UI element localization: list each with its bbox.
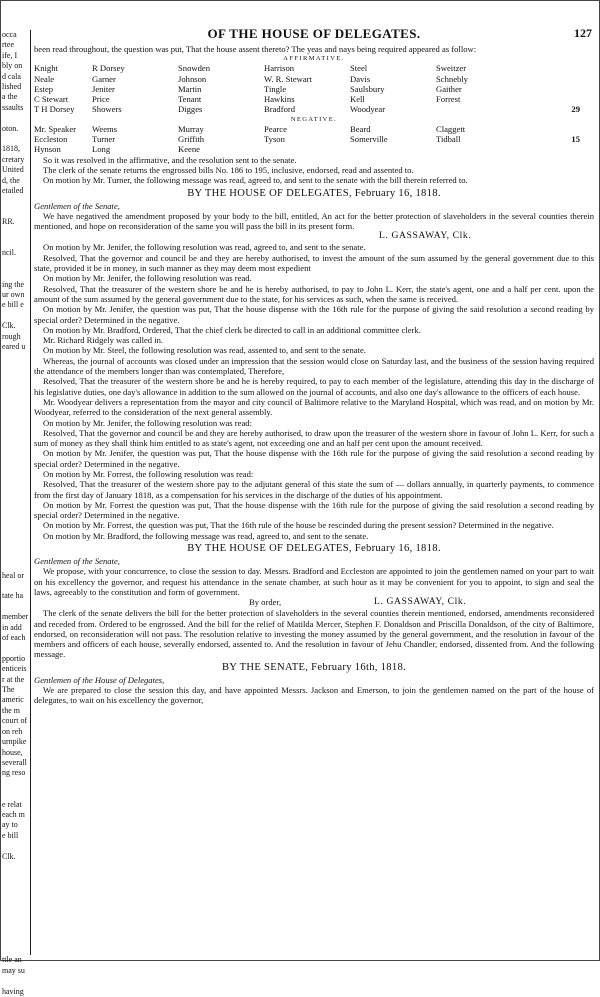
member-name: Showers — [92, 104, 122, 115]
margin-fragment — [2, 384, 30, 394]
proceeding-paragraph: Mr. Woodyear delivers a representation from the mayor and city council of Baltimore relative to the Maryland Hospital, which was read, and on motion by Mr. Woodyear, referred to the consideration of the next general assembly. — [34, 396, 594, 418]
proceeding-paragraph: On motion by Mr. Bradford, the following message was read, agreed to, and sent to the senate. — [43, 530, 369, 541]
proceeding-paragraph: On motion by Mr. Jenifer, the question was put, That the house dispense with the 16th rule for the purpose of giving the said resolution a second reading by special order? Determined in the negative. — [34, 448, 594, 469]
margin-fragment — [2, 893, 30, 903]
margin-fragment: member — [2, 612, 29, 622]
proceeding-paragraph: On motion by Mr. Bradford, Ordered, That the chief clerk be directed to call in an additional committee clerk. — [43, 324, 421, 335]
margin-fragment — [2, 113, 30, 123]
margin-fragment — [2, 415, 30, 425]
message-body: We have negatived the amendment proposed by your body to the bill, entitled, An act for the better protection of slaveholders in the several counties therein mentioned, and hope on reconsideration of the same you will pass the bill in its present form. — [34, 210, 594, 232]
member-name: Neale — [34, 73, 55, 84]
proceeding-paragraph: Resolved, That the treasurer of the western shore be and he is hereby required, to pay to each member of the legislature, attending this day in the discharge of his legislative duties, one day's allowance in addition to the sum allowed on the journal of accounts, and also one day's allowance to the officers of each house. — [34, 376, 594, 397]
by-order-label: By order, — [249, 597, 282, 608]
margin-fragment — [2, 872, 30, 882]
member-name: T H Dorsey — [34, 104, 75, 115]
margin-fragment — [2, 207, 30, 217]
message-salutation: Gentlemen of the Senate, — [34, 556, 120, 567]
margin-fragment — [2, 456, 30, 466]
margin-fragment: e bill — [2, 830, 19, 840]
member-name: Murray — [178, 123, 204, 134]
vote-count — [552, 63, 580, 73]
proceedings-block-1 — [34, 155, 594, 186]
margin-fragment: americ — [2, 695, 24, 705]
margin-fragment — [2, 488, 30, 498]
member-name: Jeniter — [92, 83, 115, 94]
margin-fragment: the m — [2, 705, 20, 715]
member-name: Tenant — [178, 94, 202, 105]
margin-fragment: heal or — [2, 570, 24, 580]
message-block-3 — [34, 662, 594, 706]
message-body: We propose, with your concurrence, to close the session to day. Messrs. Bradford and Eccleston are appointed to join the gentlemen named on your part to wait on his excellency the governor, and request his attendance in the senate chamber, at such hour as it may be convenient for you to appoint, to sign and seal the laws, agreeably to the constitution and form of government. — [34, 566, 594, 597]
journal-page — [34, 26, 594, 706]
clerk-signature: L. GASSAWAY, Clk. — [379, 230, 472, 242]
message-heading: BY THE SENATE, February 16th, 1818. — [221, 661, 407, 673]
page-title: OF THE HOUSE OF DELEGATES. — [207, 26, 421, 41]
margin-fragment — [2, 643, 30, 653]
margin-fragment: The — [2, 685, 15, 695]
margin-fragment: bly on — [2, 61, 23, 71]
proceeding-paragraph: On motion by Mr. Jenifer, the following resolution was read: — [43, 417, 252, 428]
proceeding-paragraph: Whereas, the journal of accounts was closed under an impression that the session would close on Saturday last, and the business of the session having required the attendance of the members longer than was contemplated, Therefore, — [34, 355, 594, 377]
vote-count — [552, 124, 580, 134]
member-name: Martin — [178, 83, 202, 94]
message-body: We are prepared to close the session this day, and have appointed Messrs. Jackson and Emerson, to join the gentlemen named on the part of the house of delegates, to wait on his excellency the governor, — [34, 685, 594, 706]
margin-fragment: ng reso — [2, 768, 26, 778]
margin-fragment — [2, 467, 30, 477]
margin-fragment — [2, 841, 30, 851]
margin-fragment: 1818, — [2, 144, 20, 154]
affirmative-vote-list — [34, 63, 594, 114]
margin-fragment — [2, 924, 30, 934]
page-header — [34, 26, 594, 44]
margin-fragment: etailed — [2, 186, 24, 196]
member-name — [264, 144, 350, 154]
message-salutation: Gentlemen of the House of Delegates, — [34, 674, 165, 685]
margin-fragment — [2, 550, 30, 560]
member-name: Eccleston — [34, 134, 68, 145]
margin-fragment: e bill e — [2, 300, 24, 310]
margin-fragment — [2, 238, 30, 248]
member-name: Harrison — [264, 63, 295, 74]
signature-row — [34, 597, 594, 608]
proceeding-paragraph: Resolved, That the governor and council be and they are hereby authorised, to draw upon the treasurer of the western shore in favour of John L. Kerr, for such a sum of money as they shall think him entitled to as state's agent, not exceeding one and an half per cent upon the amount received. — [34, 427, 594, 449]
member-name: Knight — [34, 63, 58, 74]
margin-fragment: of each — [2, 633, 26, 643]
member-name: Saulsbury — [350, 83, 385, 94]
member-name: C Stewart — [34, 94, 69, 105]
margin-fragment — [2, 976, 30, 986]
margin-fragment: urnpike — [2, 737, 27, 747]
member-name: Steel — [350, 63, 368, 74]
proceeding-paragraph: On motion by Mr. Jenifer, the following resolution was read, agreed to, and sent to the senate. — [43, 242, 366, 253]
margin-fragment: d cala — [2, 71, 21, 81]
proceeding-paragraph: Resolved, That the governor and council be and they are hereby authorised, to invest the amount of the sum assumed by the general government due to this state, provided it be in money, in such manner as they may deem most expedient — [34, 252, 594, 274]
margin-fragment — [2, 498, 30, 508]
margin-fragment: court of — [2, 716, 28, 726]
vote-count: 15 — [571, 134, 580, 145]
member-name: Somerville — [350, 134, 388, 145]
member-name: Tyson — [264, 134, 285, 145]
member-name: Tidball — [436, 134, 461, 145]
member-name: Turner — [92, 134, 116, 145]
margin-fragment: house, — [2, 747, 23, 757]
margin-fragment: rtee — [2, 40, 14, 50]
margin-fragment: enticeis — [2, 664, 27, 674]
proceeding-paragraph: On motion by Mr. Jenifer, the question was put, That the house dispense with the 16th rule for the purpose of giving the said resolution a second reading by special order? Determined in the negative. — [34, 304, 594, 325]
member-name: Sweitzer — [436, 63, 467, 74]
margin-fragment: having — [2, 986, 24, 996]
clerk-signature: L. GASSAWAY, Clk. — [374, 596, 467, 608]
margin-fragment: rough — [2, 331, 21, 341]
member-name: Keene — [178, 144, 200, 155]
margin-fragment — [2, 352, 30, 362]
member-name: R Dorsey — [92, 63, 125, 74]
message-salutation: Gentlemen of the Senate, — [34, 200, 120, 211]
member-name: Griffith — [178, 134, 205, 145]
member-name: Pearce — [264, 123, 287, 134]
vote-count — [552, 84, 580, 94]
margin-fragment: each m — [2, 809, 25, 819]
member-name: Weems — [92, 123, 118, 134]
message-block-2 — [34, 543, 594, 608]
margin-fragment — [2, 363, 30, 373]
margin-fragment — [2, 560, 30, 570]
margin-fragment: on reh — [2, 726, 23, 736]
proceeding-paragraph: The clerk of the senate delivers the bill for the better protection of slaveholders in the several counties therein mentioned, endorsed, amendments reconsidered and receded from. Ordered to be engrossed. And the bill for the relief of Matilda Mercer, Stephen F. Donaldson and Priscilla Donaldson, of the city of Baltimore, endorsed, on reconsideration will not pass. The resolution relative to investing the money assumed by the general government, and the resolution in favour of the members and officers of each house, severally endorsed, assented to. And the resolution in favour of Jehu Chandler, endorsed, dissented from. And the following message. — [34, 608, 594, 660]
proceeding-paragraph: So it was resolved in the affirmative, and the resolution sent to the senate. — [43, 154, 297, 165]
margin-fragment: ur own — [2, 290, 25, 300]
margin-fragment: pportio — [2, 653, 26, 663]
margin-fragment — [2, 311, 30, 321]
message-block-1 — [34, 188, 594, 243]
margin-fragment: lished — [2, 82, 22, 92]
proceedings-block-2 — [34, 242, 594, 541]
member-name: Tingle — [264, 83, 287, 94]
negative-vote-list — [34, 124, 594, 155]
member-name: Hynson — [34, 144, 61, 155]
proceeding-paragraph: Mr. Richard Ridgely was called in. — [43, 335, 164, 346]
member-name: Kell — [350, 94, 365, 105]
margin-fragment — [2, 914, 30, 924]
margin-fragment: d, the — [2, 175, 20, 185]
margin-fragment — [2, 519, 30, 529]
member-name — [436, 144, 552, 154]
margin-fragment — [2, 883, 30, 893]
page-number: 127 — [574, 26, 592, 40]
margin-fragment: ttle an — [2, 955, 22, 965]
margin-fragment — [2, 259, 30, 269]
member-name: Bradford — [264, 104, 296, 115]
member-name: Gaither — [436, 83, 462, 94]
margin-fragment: a the — [2, 92, 18, 102]
margin-fragment: ncil. — [2, 248, 16, 258]
margin-fragment: eared u — [2, 342, 26, 352]
margin-fragment: in add — [2, 622, 22, 632]
margin-fragment: severall — [2, 757, 27, 767]
signature-row — [34, 231, 594, 242]
margin-fragment — [2, 904, 30, 914]
proceedings-block-3 — [34, 608, 594, 659]
affirmative-caption: AFFIRMATIVE. — [283, 55, 345, 63]
margin-fragment — [2, 935, 30, 945]
margin-fragment — [2, 945, 30, 955]
proceeding-paragraph: On motion by Mr. Jenifer, the following resolution was read. — [43, 273, 252, 284]
margin-fragment — [2, 404, 30, 414]
negative-caption: NEGATIVE. — [290, 115, 338, 123]
margin-fragment — [2, 529, 30, 539]
member-name: Long — [92, 144, 111, 155]
margin-fragment — [2, 436, 30, 446]
margin-fragment: may su — [2, 965, 25, 975]
proceeding-paragraph: The clerk of the senate returns the engrossed bills No. 186 to 195, inclusive, endorsed, read and assented to. — [43, 164, 414, 175]
margin-fragment: ife, I — [2, 50, 18, 60]
member-name: W. R. Stewart — [264, 73, 312, 84]
member-name: Snowden — [178, 63, 210, 74]
margin-fragment — [2, 862, 30, 872]
vote-count — [552, 144, 580, 154]
proceeding-paragraph: On motion by Mr. Steel, the following resolution was read, assented to, and sent to the senate. — [43, 345, 366, 356]
margin-fragment: ay to — [2, 820, 18, 830]
proceeding-paragraph: Resolved, That the treasurer of the western shore be and he is hereby authorised, to pay to John L. Kerr, the state's agent, one and a half per cent. upon the amount of the sum assumed by the general government due to the state, for his services as such, when the same is received. — [34, 283, 594, 304]
margin-fragment: ssaults — [2, 102, 24, 112]
margin-fragment — [2, 581, 30, 591]
proceeding-paragraph: On motion by Mr. Forrest the question was put, That the house dispense with the 16th rule for the purpose of giving the said resolution a second reading by special order? Determined in the negative. — [34, 499, 594, 521]
margin-fragment — [2, 425, 30, 435]
vote-intro — [34, 44, 594, 54]
margin-fragment: r at the — [2, 674, 25, 684]
member-name: Estep — [34, 83, 54, 94]
margin-fragment — [2, 539, 30, 549]
vote-count: 29 — [571, 104, 580, 115]
message-heading: BY THE HOUSE OF DELEGATES, February 16, 1818. — [187, 187, 441, 199]
margin-fragment — [2, 228, 30, 238]
member-name: Beard — [350, 123, 371, 134]
message-heading: BY THE HOUSE OF DELEGATES, February 16, 1818. — [187, 543, 441, 555]
member-name: Johnson — [178, 73, 207, 84]
member-name: Davis — [350, 73, 371, 84]
margin-fragment: tate ha — [2, 591, 24, 601]
margin-fragment: cretary — [2, 154, 25, 164]
member-name: Schnebly — [436, 73, 468, 84]
margin-fragment: ing the — [2, 279, 24, 289]
member-name: Mr. Speaker — [34, 123, 77, 134]
margin-fragment — [2, 508, 30, 518]
margin-fragment — [2, 602, 30, 612]
margin-fragment — [2, 789, 30, 799]
margin-fragment — [2, 779, 30, 789]
proceeding-paragraph: Resolved, That the treasurer of the western shore pay to the adjutant general of this state the sum of — dollars annually, in quarterly payments, to commence from the first day of January 1818, as a compensation for his services in the discharge of the duties of his appointment. — [34, 479, 594, 500]
intro-paragraph: been read throughout, the question was put, That the house assent thereto? The yeas and nays being required appeared as follow: — [34, 44, 477, 54]
margin-fragment — [2, 373, 30, 383]
margin-fragment: occa — [2, 30, 17, 39]
member-name: Garner — [92, 73, 116, 84]
margin-fragment — [2, 269, 30, 279]
margin-fragment — [2, 446, 30, 456]
member-name: Forrest — [436, 94, 461, 105]
margin-fragment — [2, 134, 30, 144]
margin-fragment: United — [2, 165, 24, 175]
proceeding-paragraph: On motion by Mr. Forrest, the question was put, That the 16th rule of the house be rescinded during the present session? Determined in the negative. — [43, 520, 554, 531]
margin-fragment: RR. — [2, 217, 15, 227]
margin-fragment: Clk. — [2, 321, 16, 331]
margin-fragment: e relat — [2, 799, 22, 809]
proceeding-paragraph: On motion by Mr. Forrest, the following resolution was read: — [43, 468, 254, 479]
member-name: Digges — [178, 104, 203, 115]
member-name — [436, 104, 552, 114]
facing-page-margin — [2, 30, 31, 996]
proceeding-paragraph: On motion by Mr. Turner, the following message was read, agreed to, and sent to the senate with the bill therein referred to. — [43, 175, 468, 186]
vote-count — [552, 74, 580, 84]
vote-count — [552, 94, 580, 104]
member-name: Hawkins — [264, 94, 295, 105]
margin-fragment: Clk. — [2, 851, 16, 861]
margin-fragment: oton. — [2, 123, 19, 133]
member-name: Price — [92, 94, 110, 105]
margin-fragment — [2, 477, 30, 487]
margin-fragment — [2, 394, 30, 404]
margin-fragment — [2, 196, 30, 206]
member-name — [350, 144, 436, 154]
member-name: Claggett — [436, 123, 466, 134]
member-name: Woodyear — [350, 104, 386, 115]
